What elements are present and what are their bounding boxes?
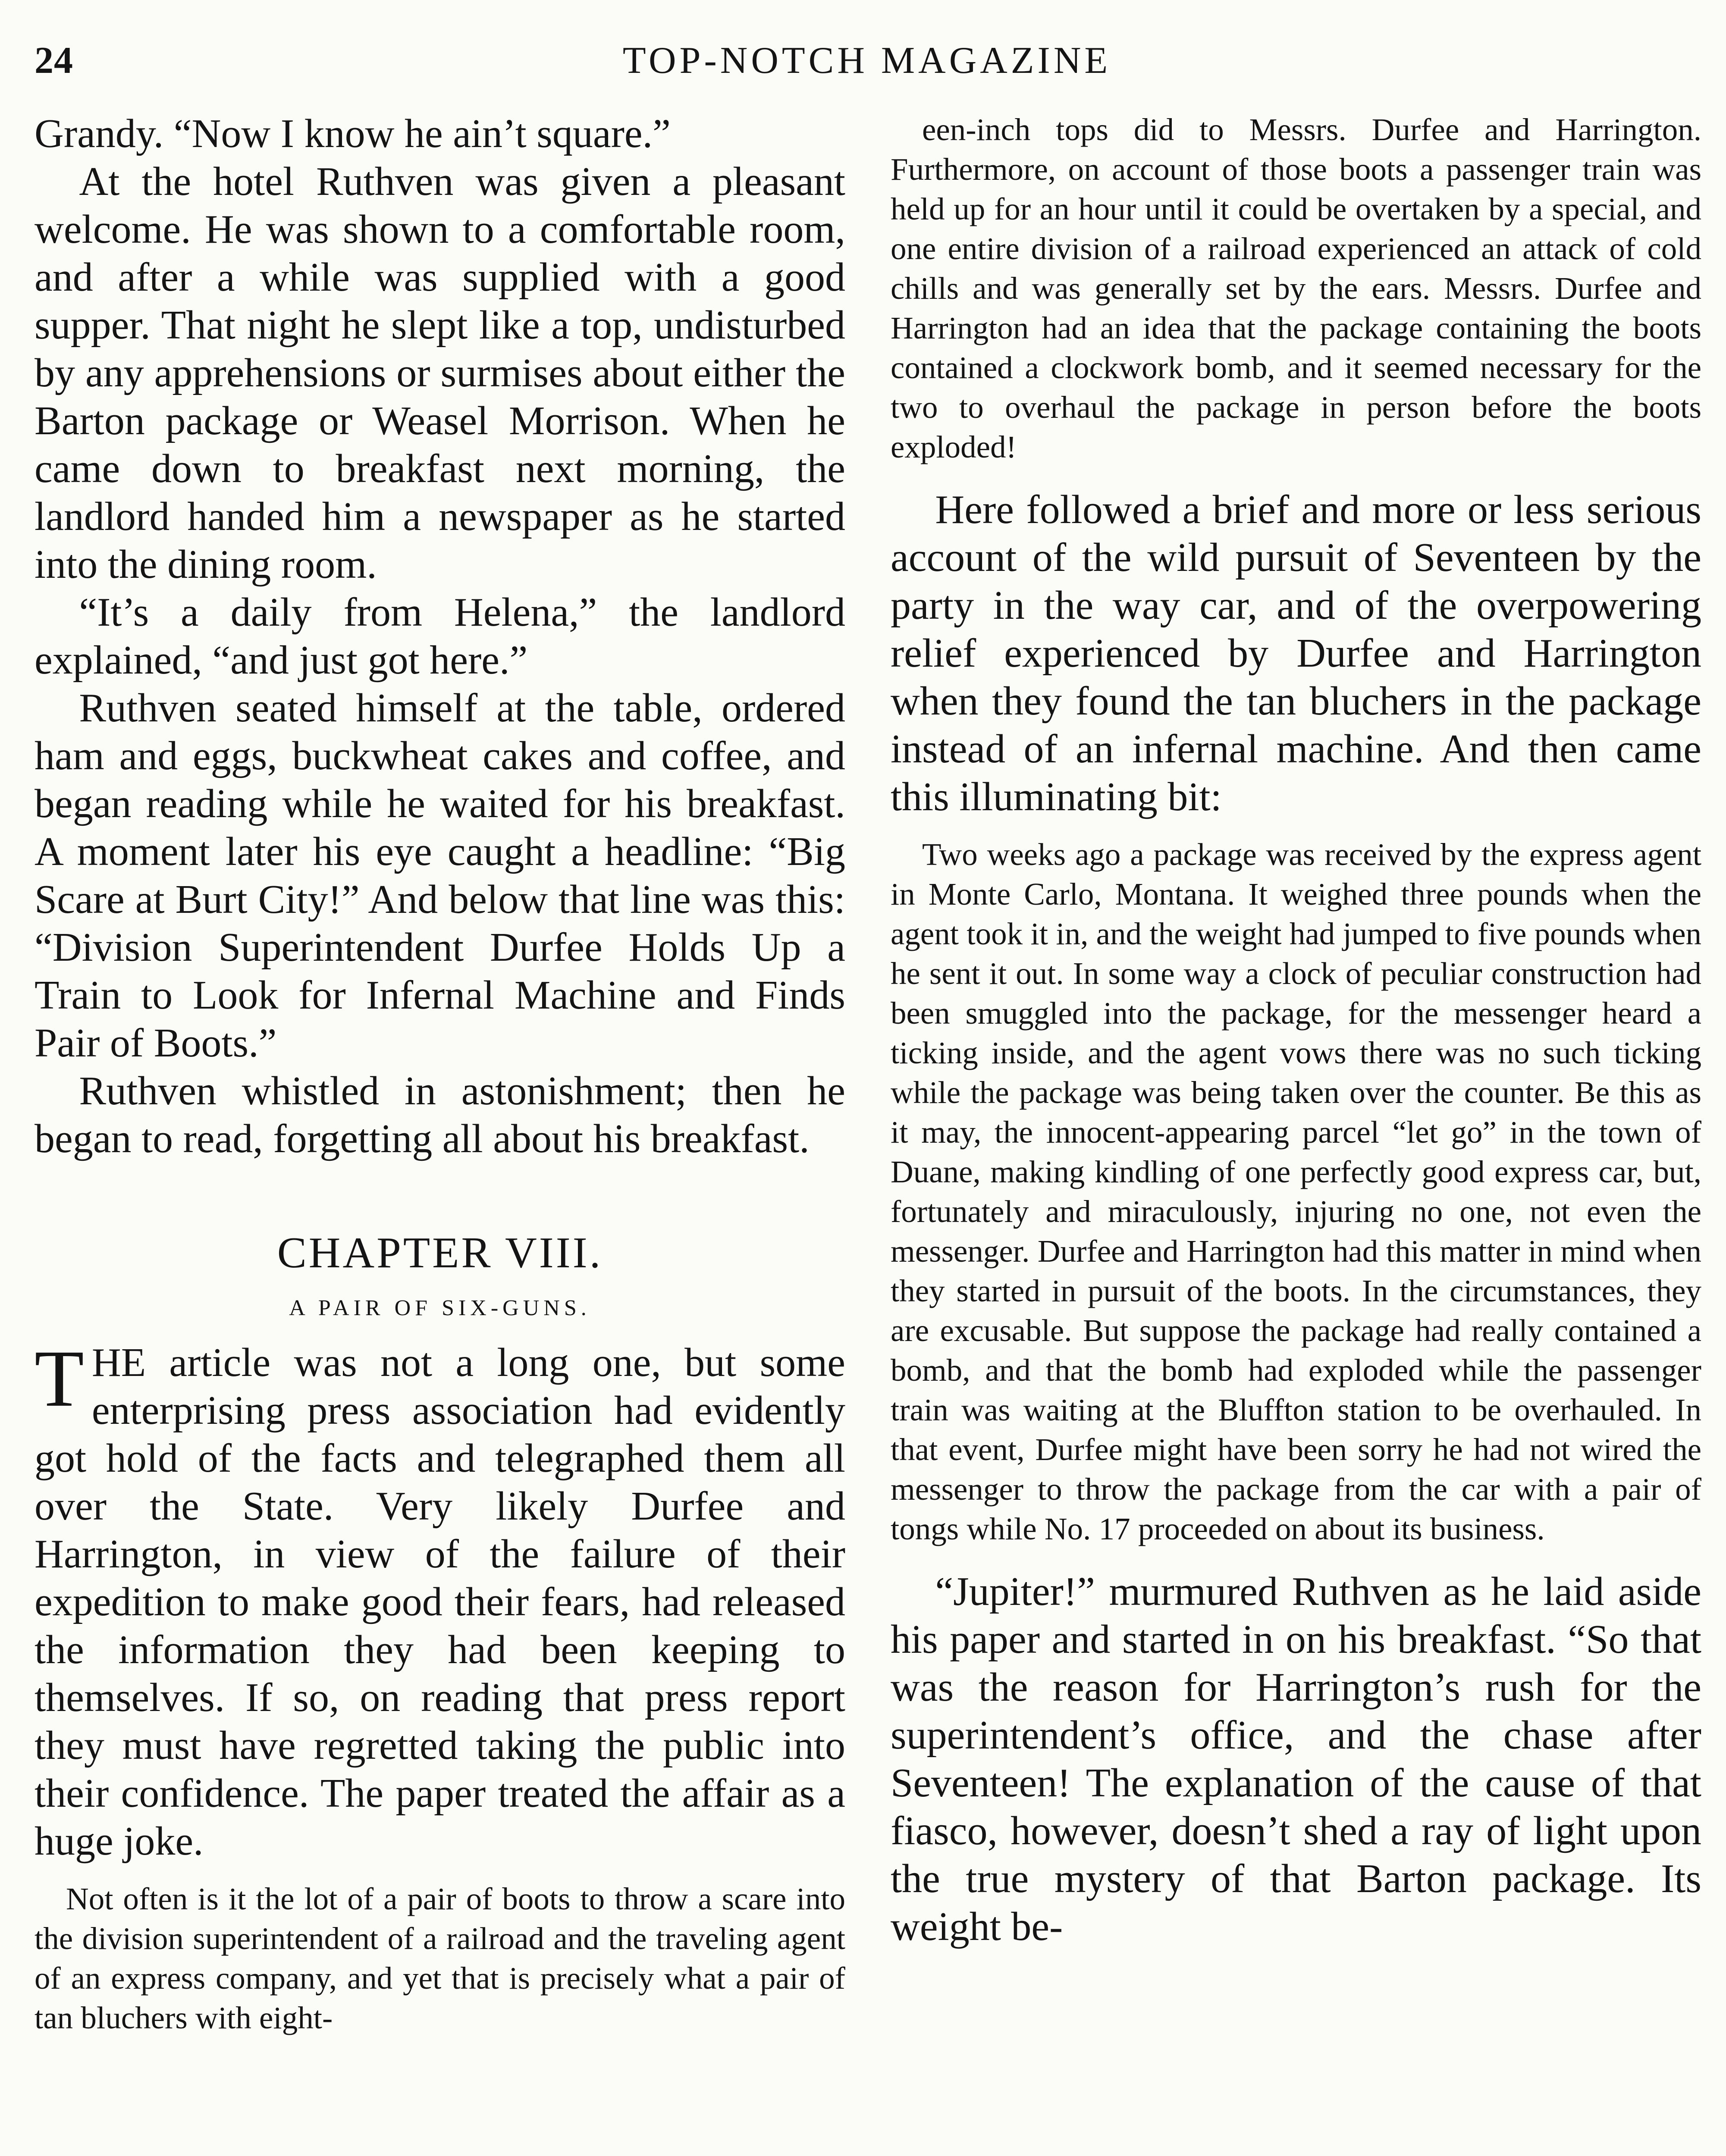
breakfast-paragraph: Ruthven seated himself at the table, ordered ham and eggs, buckwheat cakes and coffee, and began reading while he waited for his breakfast. A moment later his eye caught a headline: “Big Scare at Burt City!” And below that line was this: “Division Superintendent Durfee Holds Up a Train to Look for Infernal Machine and Finds Pair of Boots.” [35, 686, 845, 1065]
chapter-subtitle: A PAIR OF SIX-GUNS. [289, 1296, 591, 1320]
chapter-title: CHAPTER VIII. [277, 1228, 603, 1277]
jupiter-paragraph: “Jupiter!” murmured Ruthven as he laid aside his paper and started in on his breakfast. “So that was the reason for Harrington’s rush for the superintendent’s office, and the chase after Seventeen! The explanation of the cause of that fiasco, however, doesn’t shed a ray of light upon the true mystery of that Barton package. Its weight be- [891, 1569, 1701, 1949]
account-paragraph: Here followed a brief and more or less serious account of the wild pursuit of Seventeen by the party in the way car, and of the overpowering relief experienced by Durfee and Harrington when they found the tan bluchers in the package instead of an infernal machine. And then came this illuminating bit: [891, 487, 1701, 819]
helena-paragraph: “It’s a daily from Helena,” the landlord explained, “and just got here.” [35, 590, 845, 683]
chapter-opening-text: HE article was not a long one, but some enterprising press association had evidently got hold of the facts and telegraphed them all over the State. Very likely Durfee and Harrington, in view of the failure of their expedition to make good their fears, had released the information they had been keeping to themselves. If so, on reading that press report they must have regretted taking the public into their confidence. The paper treated the affair as a huge joke. [35, 1340, 845, 1864]
opening-line: Grandy. “Now I know he ain’t square.” [35, 111, 671, 156]
newspaper-quote-start: Not often is it the lot of a pair of boots to throw a scare into the division superintendent of a railroad and the traveling agent of an express company, and yet that is precisely what a pair of tan bluchers with eight- [35, 1881, 845, 2035]
right-column [891, 110, 1701, 1951]
page-header [35, 39, 1699, 95]
page-number: 24 [35, 40, 73, 81]
running-title: TOP-NOTCH MAGAZINE [622, 40, 1111, 81]
left-column [35, 110, 845, 2038]
hotel-paragraph: At the hotel Ruthven was given a pleasant welcome. He was shown to a comfortable room, and after a while was supplied with a good supper. That night he slept like a top, undisturbed by any apprehensions or surmises about either the Barton package or Weasel Morrison. When he came down to breakfast next morning, the landlord handed him a newspaper as he started into the dining room. [35, 159, 845, 587]
illuminating-bit-quote: Two weeks ago a package was received by the express agent in Monte Carlo, Montana. It weighed three pounds when the agent took it in, and the weight had jumped to five pounds when he sent it out. In some way a clock of peculiar construction had been smuggled into the package, for the messenger heard a ticking inside, and the agent vows there was no such ticking while the package was being taken over the counter. Be this as it may, the innocent-appearing parcel “let go” in the town of Duane, making kindling of one perfectly good express car, but, fortunately and miraculously, injuring no one, not even the messenger. Durfee and Harrington had this matter in mind when they started in pursuit of the boots. In the circumstances, they are excusable. But suppose the package had really contained a bomb, and that the bomb had exploded while the passenger train was waiting at the Bluffton station to be overhauled. In that event, Durfee might have been sorry he had not wired the messenger to throw the package from the car with a pair of tongs while No. 17 proceeded on about its business. [891, 837, 1701, 1546]
newspaper-quote-continued: een-inch tops did to Messrs. Durfee and Harrington. Furthermore, on account of those boots a passenger train was held up for an hour until it could be overtaken by a special, and one entire division of a railroad experienced an attack of cold chills and was generally set by the ears. Messrs. Durfee and Harrington had an idea that the package containing the boots contained a clockwork bomb, and it seemed necessary for the two to overhaul the package in person before the boots exploded! [891, 112, 1701, 464]
drop-cap: T [35, 1333, 84, 1423]
chapter-opening-paragraph [35, 1333, 845, 1865]
astonishment-paragraph: Ruthven whistled in astonishment; then he began to read, forgetting all about his breakfast. [35, 1069, 845, 1161]
